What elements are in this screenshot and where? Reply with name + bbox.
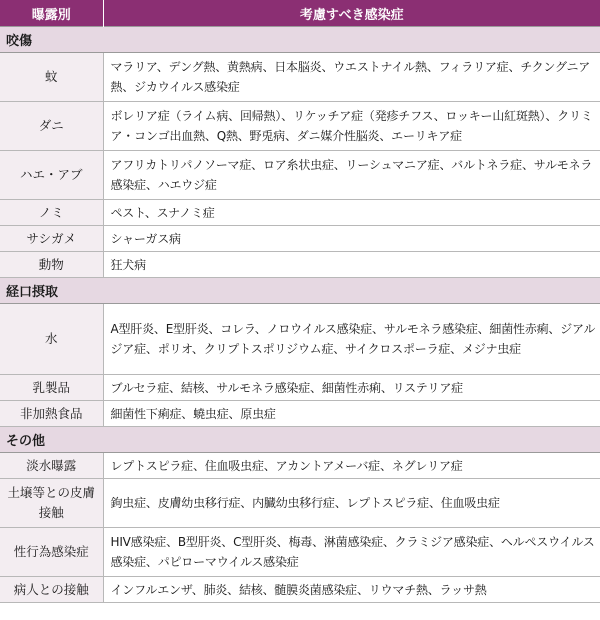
section-header-bites — [0, 27, 600, 53]
infection-cell: シャーガス病 — [103, 226, 600, 252]
infection-cell: インフルエンザ、肺炎、結核、髄膜炎菌感染症、リウマチ熱、ラッサ熱 — [103, 577, 600, 603]
exposure-cell: ダニ — [0, 102, 103, 151]
header-exposure: 曝露別 — [0, 0, 103, 27]
section-header-other — [0, 427, 600, 453]
header-row — [0, 0, 600, 27]
exposure-cell: 土壌等との皮膚接触 — [0, 479, 103, 528]
infection-cell: HIV感染症、B型肝炎、C型肝炎、梅毒、淋菌感染症、クラミジア感染症、ヘルペスウイルス感染症、パピローマウイルス感染症 — [103, 528, 600, 577]
infection-cell: 狂犬病 — [103, 252, 600, 278]
infection-cell: 細菌性下痢症、蟯虫症、原虫症 — [103, 401, 600, 427]
exposure-cell: 病人との接触 — [0, 577, 103, 603]
table-row — [0, 252, 600, 278]
table-row — [0, 453, 600, 479]
table-row — [0, 375, 600, 401]
infection-cell: ブルセラ症、結核、サルモネラ感染症、細菌性赤痢、リステリア症 — [103, 375, 600, 401]
infection-cell: ペスト、スナノミ症 — [103, 200, 600, 226]
section-title: 咬傷 — [0, 27, 600, 53]
exposure-cell: 水 — [0, 304, 103, 375]
infection-cell: アフリカトリパノソーマ症、ロア糸状虫症、リーシュマニア症、バルトネラ症、サルモネラ感染症、ハエウジ症 — [103, 151, 600, 200]
table-row — [0, 479, 600, 528]
section-title: 経口摂取 — [0, 278, 600, 304]
table-row — [0, 102, 600, 151]
infection-cell: A型肝炎、E型肝炎、コレラ、ノロウイルス感染症、サルモネラ感染症、細菌性赤痢、ジアルジア症、ポリオ、クリプトスポリジウム症、サイクロスポーラ症、メジナ虫症 — [103, 304, 600, 375]
exposure-cell: 性行為感染症 — [0, 528, 103, 577]
header-infections: 考慮すべき感染症 — [103, 0, 600, 27]
infection-cell: レプトスピラ症、住血吸虫症、アカントアメーバ症、ネグレリア症 — [103, 453, 600, 479]
table-row — [0, 226, 600, 252]
exposure-cell: サシガメ — [0, 226, 103, 252]
exposure-cell: 淡水曝露 — [0, 453, 103, 479]
exposure-cell: 乳製品 — [0, 375, 103, 401]
section-title: その他 — [0, 427, 600, 453]
table-row — [0, 528, 600, 577]
section-header-oral — [0, 278, 600, 304]
infection-cell: マラリア、デング熱、黄熱病、日本脳炎、ウエストナイル熱、フィラリア症、チクングニア熱、ジカウイルス感染症 — [103, 53, 600, 102]
table-row — [0, 304, 600, 375]
exposure-cell: 動物 — [0, 252, 103, 278]
table-row — [0, 401, 600, 427]
table-row — [0, 200, 600, 226]
table-row — [0, 53, 600, 102]
exposure-cell: 蚊 — [0, 53, 103, 102]
table-row — [0, 577, 600, 603]
infection-cell: ボレリア症（ライム病、回帰熱）、リケッチア症（発疹チフス、ロッキー山紅斑熱）、クリミア・コンゴ出血熱、Q熱、野兎病、ダニ媒介性脳炎、エーリキア症 — [103, 102, 600, 151]
infection-cell: 鉤虫症、皮膚幼虫移行症、内臓幼虫移行症、レプトスピラ症、住血吸虫症 — [103, 479, 600, 528]
table-row — [0, 151, 600, 200]
exposure-cell: ハエ・アブ — [0, 151, 103, 200]
exposure-cell: 非加熱食品 — [0, 401, 103, 427]
exposure-cell: ノミ — [0, 200, 103, 226]
